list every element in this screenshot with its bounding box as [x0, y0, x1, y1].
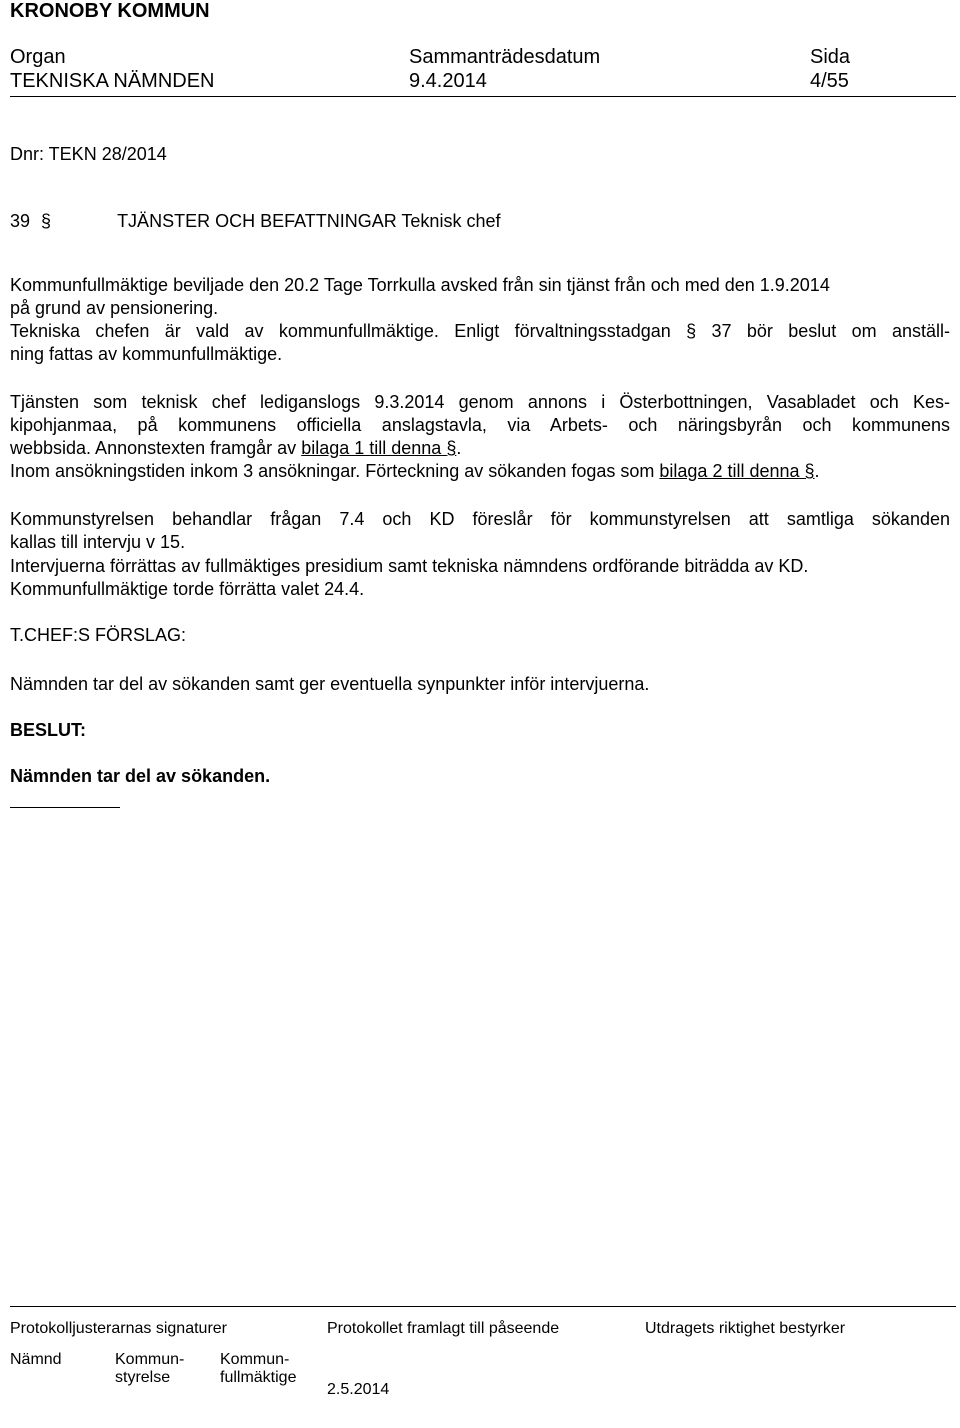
page-number: 4/55 [810, 70, 849, 92]
paragraph-4-line-4: Kommunfullmäktige torde förrätta valet 24.4. [10, 579, 365, 599]
case-number: 39 [10, 211, 31, 231]
paragraph-4-line-1: Kommunstyrelsen behandlar frågan 7.4 och KD föreslår för kommunstyrelsen att samtliga sökanden [10, 509, 950, 529]
footer-col-executive: Kommun- styrelse [115, 1351, 185, 1386]
paragraph-3-line-4: Inom ansökningstiden inkom 3 ansökningar. Förteckning av sökanden fogas som bilaga 2 till denna §. [10, 461, 820, 481]
header-divider [10, 96, 956, 97]
case-dnr: Dnr: TEKN 28/2014 [10, 144, 167, 164]
paragraph-3-line-3: webbsida. Annonstexten framgår av bilaga 1 till denna §. [10, 438, 462, 458]
case-heading [10, 211, 500, 232]
meeting-date-value: 9.4.2014 [409, 70, 487, 92]
paragraph-2-line-2: ning fattas av kommunfullmäktige. [10, 344, 283, 364]
paragraph-1-line-1: Kommunfullmäktige beviljade den 20.2 Tage Torrkulla avsked från sin tjänst från och med den 1.9.2014 [10, 275, 830, 295]
proposal-text: Nämnden tar del av sökanden samt ger eventuella synpunkter inför intervjuerna. [10, 674, 650, 694]
end-rule [10, 807, 120, 808]
paragraph-3-line-1: Tjänsten som teknisk chef lediganslogs 9.3.2014 genom annons i Österbottningen, Vasabladet och Kes- [10, 392, 950, 412]
decision-text: Nämnden tar del av sökanden. [10, 766, 271, 786]
page-label: Sida [810, 46, 851, 68]
paragraph-3-line-2: kipohjanmaa, på kommunens officiella anslagstavla, via Arbets- och näringsbyrån och kommunens [10, 415, 950, 435]
paragraph-4-line-3: Intervjuerna förrättas av fullmäktiges presidium samt tekniska nämndens ordförande biträdda av KD. [10, 556, 809, 576]
extract-label: Utdragets riktighet bestyrker [645, 1320, 846, 1337]
section-sign: § [41, 211, 52, 231]
signatures-label: Protokolljusterarnas signaturer [10, 1320, 227, 1337]
paragraph-2-line-1: Tekniska chefen är vald av kommunfullmäktige. Enligt förvaltningsstadgan § 37 bör beslut om anställ- [10, 321, 950, 341]
decision-heading: BESLUT: [10, 720, 86, 740]
case-title: TJÄNSTER OCH BEFATTNINGAR Teknisk chef [117, 211, 501, 231]
posted-label: Protokollet framlagt till påseende [327, 1320, 560, 1337]
attachment-1-link[interactable]: bilaga 1 till denna § [301, 438, 457, 458]
organ-value: TEKNISKA NÄMNDEN [10, 70, 215, 92]
organ-label: Organ [10, 46, 66, 68]
proposal-heading: T.CHEF:S FÖRSLAG: [10, 625, 187, 645]
municipality-title: KRONOBY KOMMUN [10, 0, 210, 22]
paragraph-1-line-2: på grund av pensionering. [10, 298, 219, 318]
paragraph-4-line-2: kallas till intervju v 15. [10, 532, 186, 552]
attachment-2-link[interactable]: bilaga 2 till denna § [659, 461, 815, 481]
footer-divider [10, 1306, 956, 1307]
section-sign: § [686, 321, 697, 341]
footer-col-board: Nämnd [10, 1351, 62, 1368]
meeting-date-label: Sammanträdesdatum [409, 46, 601, 68]
footer-col-council: Kommun- fullmäktige [220, 1351, 297, 1386]
posted-date: 2.5.2014 [327, 1381, 390, 1398]
